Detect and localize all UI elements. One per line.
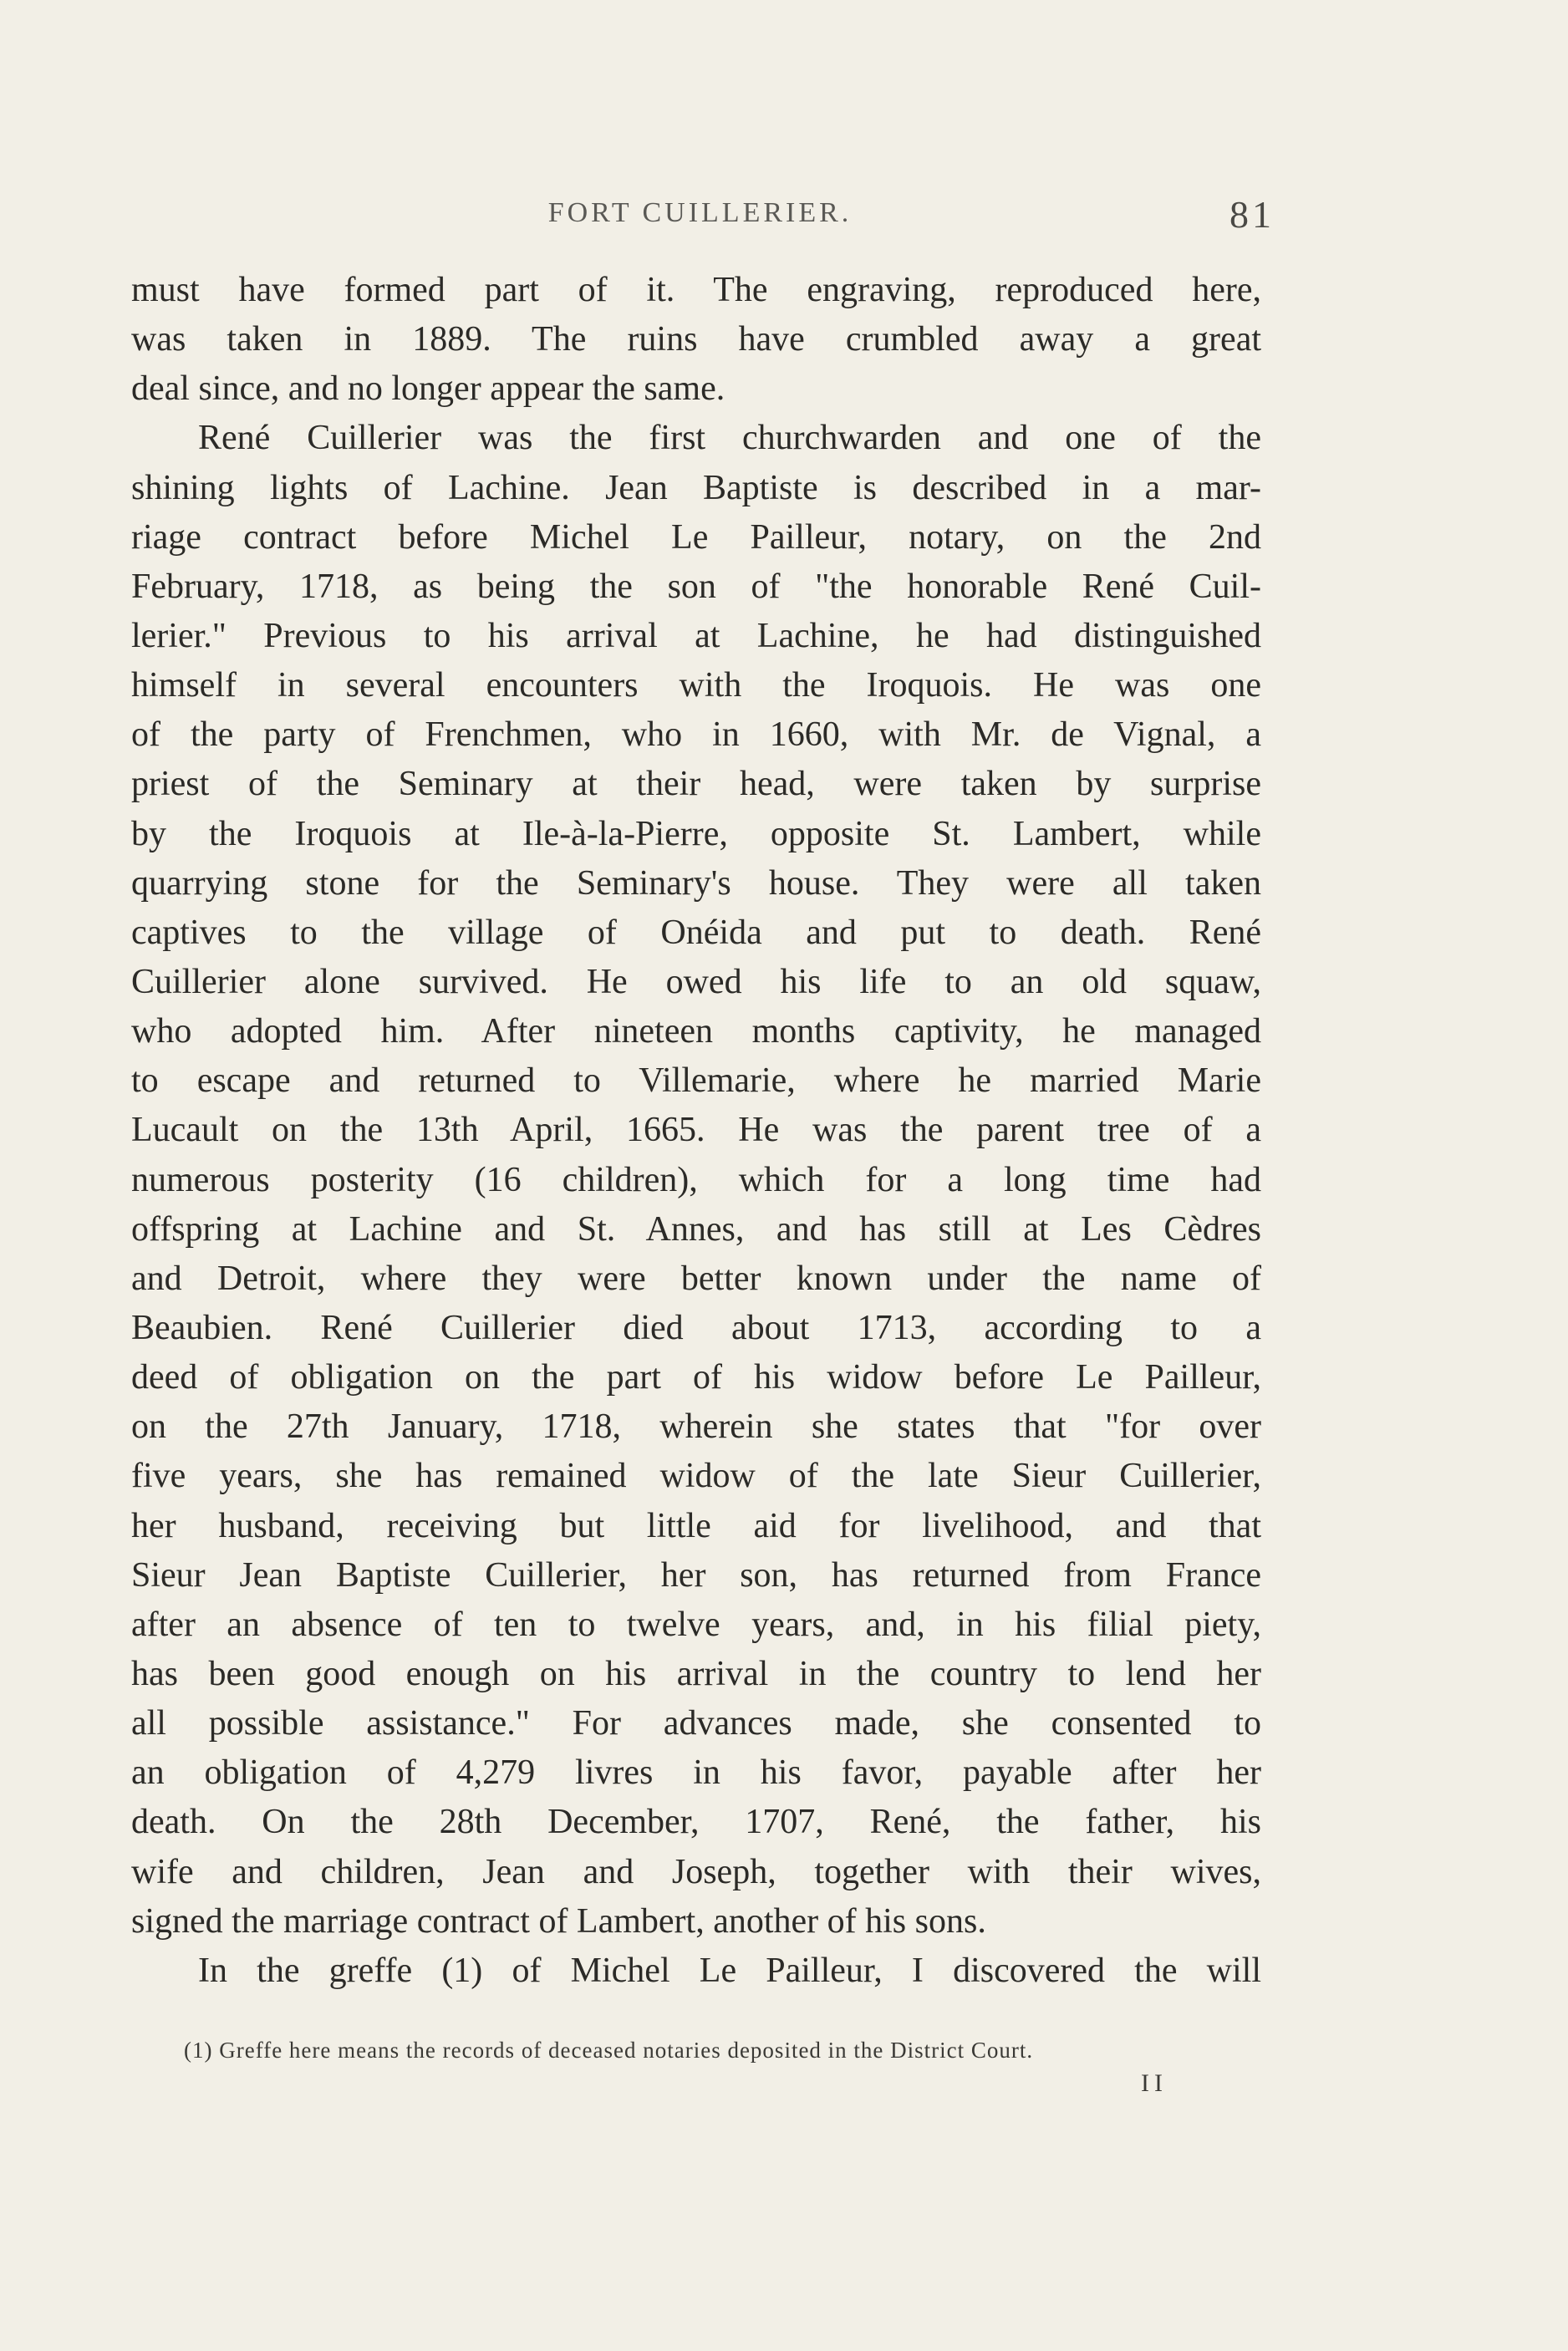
text-line: an obligation of 4,279 livres in his favor, payable after her [131,1753,1261,1793]
text-line: after an absence of ten to twelve years, and, in his filial piety, [131,1605,1261,1644]
text-line: himself in several encounters with the Iroquois. He was one [131,666,1261,705]
text-line: signed the marriage contract of Lambert, another of his sons. [131,1901,986,1941]
text-line: deal since, and no longer appear the same. [131,369,725,409]
text-line: lerier." Previous to his arrival at Lachine, he had distinguished [131,616,1261,655]
text-line: and Detroit, where they were better known under the name of [131,1259,1261,1298]
text-line: to escape and returned to Villemarie, where he married Marie [131,1061,1261,1101]
text-line: Lucault on the 13th April, 1665. He was the parent tree of a [131,1111,1261,1150]
text-line: riage contract before Michel Le Pailleur, notary, on the 2nd [131,517,1261,557]
text-line: was taken in 1889. The ruins have crumbled away a great [131,320,1261,359]
text-line: February, 1718, as being the son of "the honorable René Cuil- [131,567,1261,606]
text-line: offspring at Lachine and St. Annes, and has still at Les Cèdres [131,1209,1261,1249]
footnote: (1) Greffe here means the records of deceased notaries deposited in the District Court. [184,2038,1034,2063]
text-line: quarrying stone for the Seminary's house. They were all taken [131,863,1261,903]
text-line: shining lights of Lachine. Jean Baptiste is described in a mar- [131,468,1261,507]
text-line: In the greffe (1) of Michel Le Pailleur, I discovered the will [198,1951,1261,1990]
text-line: numerous posterity (16 children), which for a long time had [131,1160,1261,1199]
text-line: René Cuillerier was the first churchwarden and one of the [198,419,1261,458]
text-line: five years, she has remained widow of the late Sieur Cuillerier, [131,1457,1261,1496]
text-line: by the Iroquois at Ile-à-la-Pierre, opposite St. Lambert, while [131,814,1261,853]
text-line: death. On the 28th December, 1707, René, the father, his [131,1803,1261,1842]
text-line: deed of obligation on the part of his widow before Le Pailleur, [131,1358,1261,1397]
text-line: of the party of Frenchmen, who in 1660, with Mr. de Vignal, a [131,715,1261,755]
signature-mark: II [1141,2069,1168,2097]
text-line: Sieur Jean Baptiste Cuillerier, her son, has returned from France [131,1555,1261,1595]
text-line: Beaubien. René Cuillerier died about 1713, according to a [131,1308,1261,1347]
text-line: Cuillerier alone survived. He owed his life to an old squaw, [131,962,1261,1001]
page-number: 81 [1229,193,1275,236]
text-line: on the 27th January, 1718, wherein she states that "for over [131,1407,1261,1447]
text-line: all possible assistance." For advances made, she consented to [131,1704,1261,1743]
text-line: captives to the village of Onéida and put to death. René [131,913,1261,952]
body-text [131,266,1261,1996]
running-head: FORT CUILLERIER. [547,197,853,228]
text-line: wife and children, Jean and Joseph, together with their wives, [131,1852,1261,1891]
text-line: who adopted him. After nineteen months captivity, he managed [131,1012,1261,1051]
text-line: must have formed part of it. The engraving, reproduced here, [131,271,1261,309]
text-line: has been good enough on his arrival in the country to lend her [131,1654,1261,1693]
text-line: priest of the Seminary at their head, were taken by surprise [131,765,1261,804]
text-line: her husband, receiving but little aid for livelihood, and that [131,1506,1261,1545]
page-header [125,193,1275,247]
